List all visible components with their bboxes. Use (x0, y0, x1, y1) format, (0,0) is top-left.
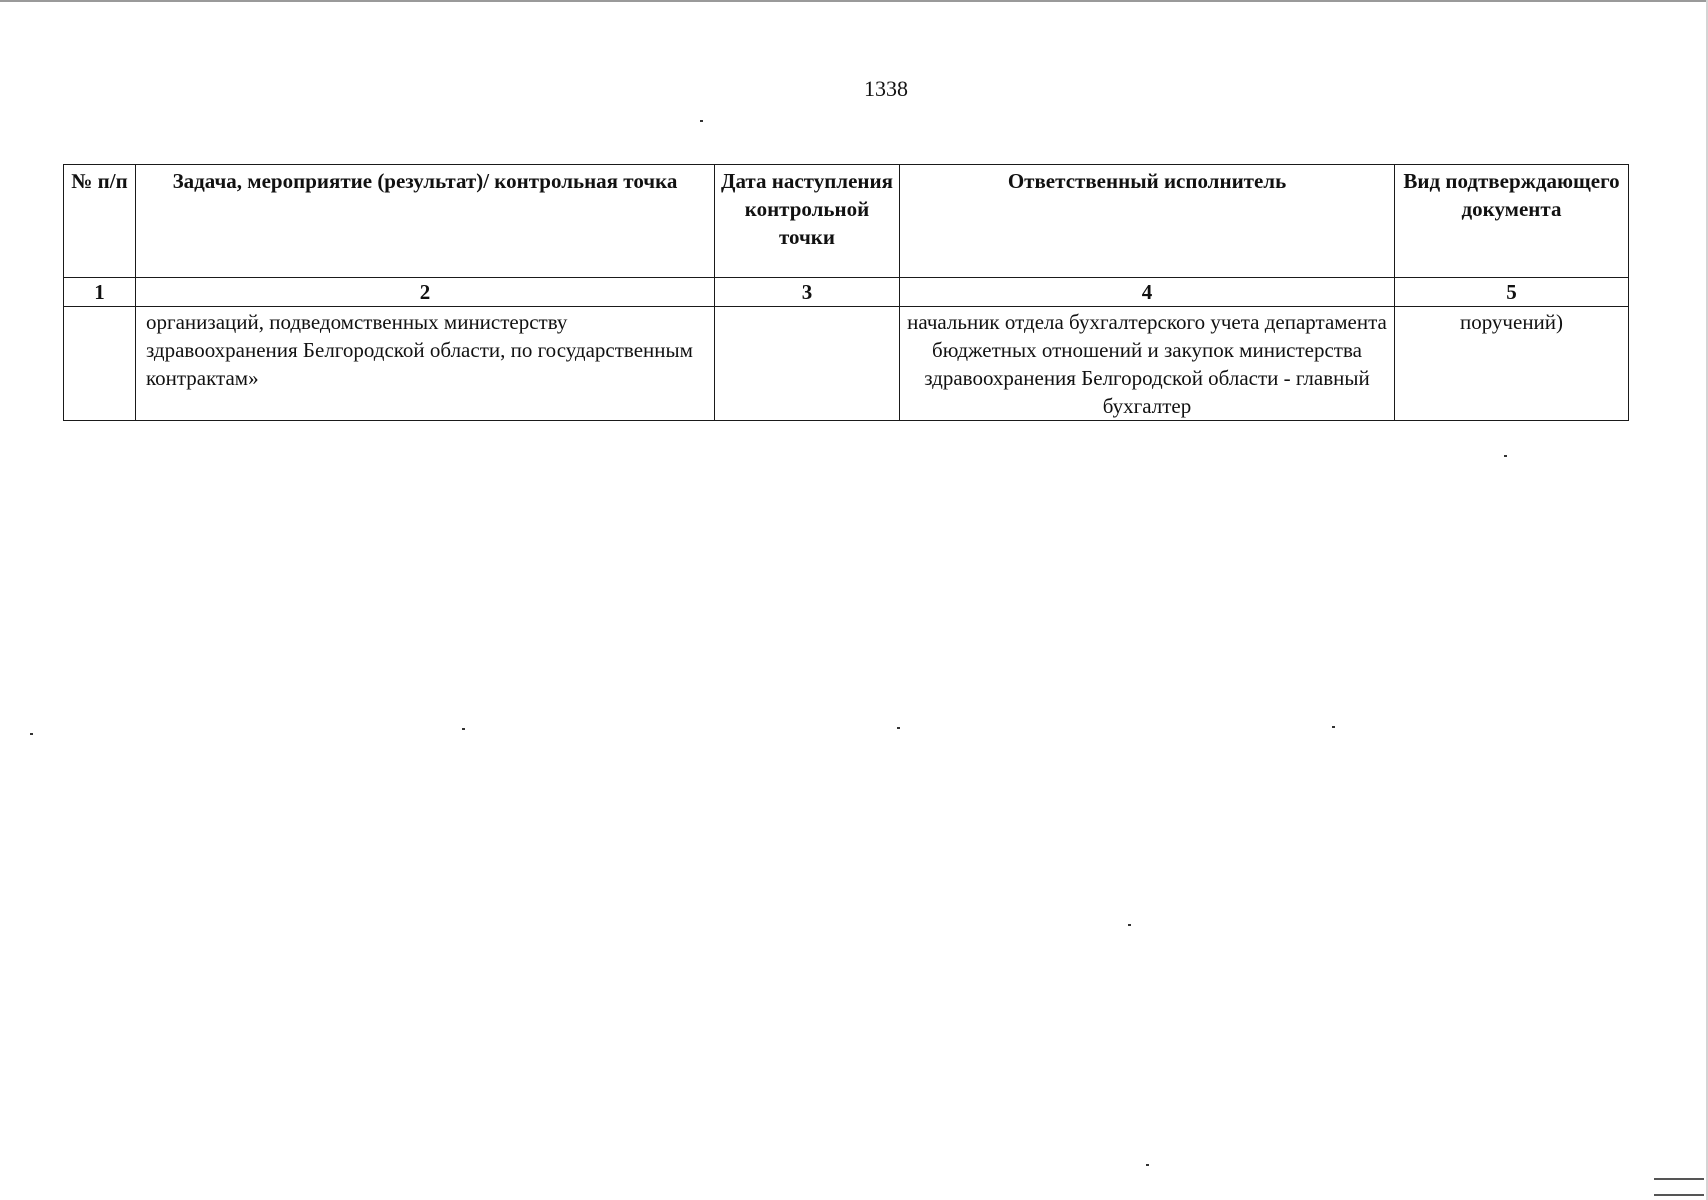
scan-speckle (1128, 924, 1131, 926)
cell-date (715, 307, 900, 421)
scan-speckle (462, 728, 465, 730)
column-number: 1 (64, 278, 136, 307)
column-number: 2 (136, 278, 715, 307)
cell-task: организаций, подведомственных министерству здравоохранения Белгородской области, по государственным контрактам» (136, 307, 715, 421)
header-document: Вид подтверждающего документа (1395, 165, 1629, 278)
header-row (64, 165, 1629, 278)
header-task: Задача, мероприятие (результат)/ контрольная точка (136, 165, 715, 278)
control-points-table (63, 164, 1629, 421)
column-number-row (64, 278, 1629, 307)
scan-corner-mark (1654, 1178, 1704, 1180)
cell-document: поручений) (1395, 307, 1629, 421)
scan-speckle (1332, 726, 1335, 728)
scan-speckle (897, 727, 900, 729)
scan-speckle (1146, 1164, 1149, 1166)
header-executor: Ответственный исполнитель (900, 165, 1395, 278)
scan-speckle (700, 120, 703, 122)
header-date: Дата наступления контрольной точки (715, 165, 900, 278)
scan-edge-top (0, 0, 1708, 2)
scan-speckle (30, 733, 33, 735)
column-number: 5 (1395, 278, 1629, 307)
cell-executor: начальник отдела бухгалтерского учета департамента бюджетных отношений и закупок министерства здравоохранения Белгородской области - главный бухгалтер (900, 307, 1395, 421)
scan-corner-mark (1654, 1194, 1704, 1196)
cell-num (64, 307, 136, 421)
column-number: 4 (900, 278, 1395, 307)
column-number: 3 (715, 278, 900, 307)
table-row (64, 307, 1629, 421)
scan-speckle (1504, 455, 1507, 457)
page-number: 1338 (864, 76, 908, 101)
header-num: № п/п (64, 165, 136, 278)
